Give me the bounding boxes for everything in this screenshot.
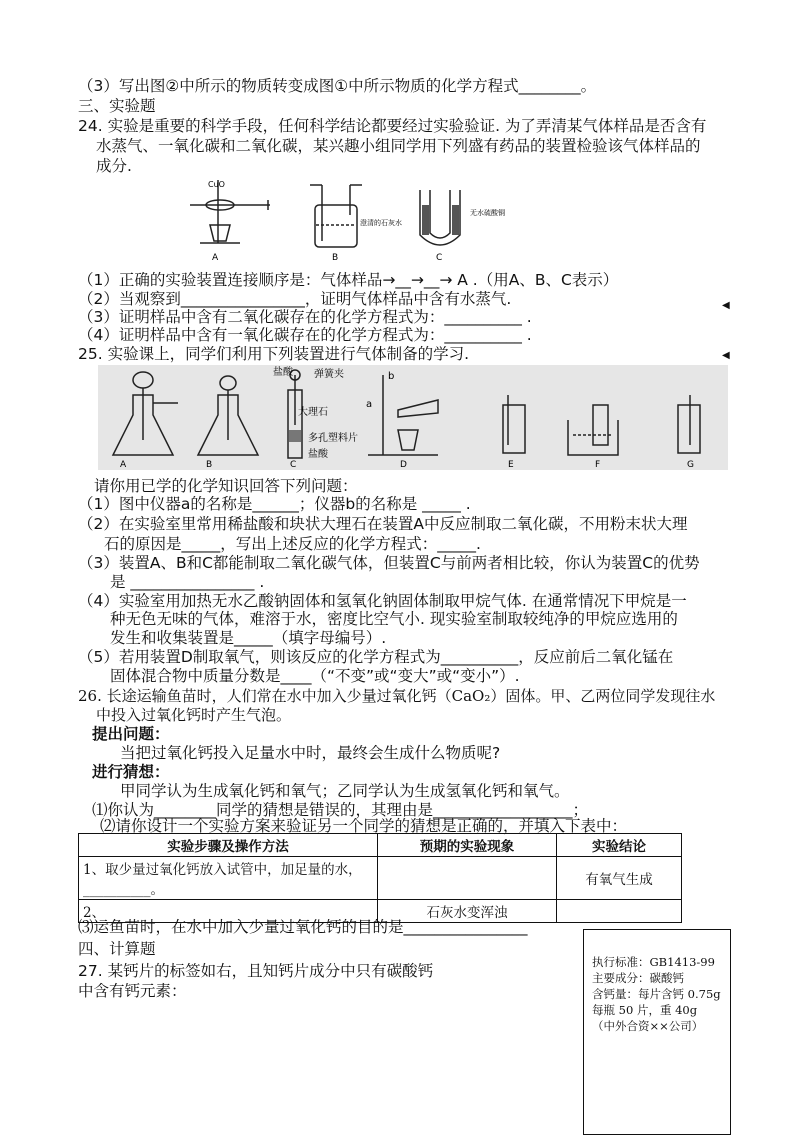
fig2-label-g: G xyxy=(687,460,694,470)
instrument-b-label: b xyxy=(388,371,395,382)
q24-part4: （4）证明样品中含有一氧化碳存在的化学方程式为：__________ . xyxy=(78,326,532,344)
label-ingredient: 主要成分：碳酸钙 xyxy=(592,971,684,985)
q25-stem: 25. 实验课上，同学们利用下列装置进行气体制备的学习. xyxy=(78,345,470,363)
q24-part1: （1）正确的实验装置连接顺序是：气体样品→__→__→ A .（用A、B、C表示） xyxy=(78,271,619,289)
label-bottle-info: 每瓶 50 片，重 40g xyxy=(592,1003,698,1017)
q26-stem-line1: 26. 长途运输鱼苗时，人们常在水中加入少量过氧化钙（CaO₂）固体。甲、乙两位同学发现往水 xyxy=(78,687,716,705)
table-cell: 有氧气生成 xyxy=(557,857,682,900)
q25-part3-line2: 是 ________________ . xyxy=(110,573,265,591)
q25-intro: 请你用已学的化学知识回答下列问题： xyxy=(94,477,358,495)
label-standard: 执行标准：GB1413-99 xyxy=(592,955,715,969)
q26-part2: ⑵请你设计一个实验方案来验证另一个同学的猜想是正确的，并填入下表中： xyxy=(100,817,628,835)
fig1-label-b: B xyxy=(332,253,339,263)
q24-stem-line3: 成分. xyxy=(96,157,132,175)
q25-part2-line1: （2）在实验室里常用稀盐酸和块状大理石在装置A中反应制取二氧化碳，不用粉末状大理 xyxy=(78,515,688,533)
table-header: 预期的实验现象 xyxy=(378,834,557,857)
marble-label: 大理石 xyxy=(298,407,328,418)
fig2-label-c: C xyxy=(290,460,297,470)
table-header: 实验步骤及操作方法 xyxy=(79,834,378,857)
section-4-heading: 四、计算题 xyxy=(78,940,156,958)
q25-part3-line1: （3）装置A、B和C都能制取二氧化碳气体，但装置C与前两者相比较，你认为装置C的优势 xyxy=(78,554,700,572)
hcl-bottom-label: 盐酸 xyxy=(308,449,328,460)
q25-part5-line1: （5）若用装置D制取氧气，则该反应的化学方程式为__________，反应前后二氧化锰在 xyxy=(78,648,674,666)
q24-part3: （3）证明样品中含有二氧化碳存在的化学方程式为：__________ . xyxy=(78,308,532,326)
table-cell xyxy=(378,857,557,900)
fig2-label-e: E xyxy=(508,460,514,470)
q24-stem-line1: 24. 实验是重要的科学手段，任何科学结论都要经过实验验证. 为了弄清某气体样品是否含有 xyxy=(78,117,707,135)
cuo-label: CuO xyxy=(208,180,225,189)
q24-stem-line2: 水蒸气、一氧化碳和二氧化碳，某兴趣小组同学用下列盛有药品的装置检验该气体样品的 xyxy=(96,137,701,155)
experiment-table xyxy=(78,833,682,923)
limewater-label: 澄清的石灰水 xyxy=(360,219,402,227)
fig2-label-f: F xyxy=(595,460,601,470)
instrument-a-label: a xyxy=(366,399,373,410)
q26-heading-hypothesis: 进行猜想： xyxy=(92,763,170,781)
fig2-label-a: A xyxy=(120,460,127,470)
figure-apparatus-a-to-g xyxy=(98,365,728,470)
q25-part1: （1）图中仪器a的名称是______；仪器b的名称是 _____ . xyxy=(78,495,471,513)
table-cell: 1、取少量过氧化钙放入试管中，加足量的水，__________。 xyxy=(79,857,378,900)
table-row xyxy=(79,857,682,900)
table-cell xyxy=(557,900,682,923)
table-header: 实验结论 xyxy=(557,834,682,857)
q26-part3: ⑶运鱼苗时，在水中加入少量过氧化钙的目的是________________ xyxy=(78,918,528,936)
fig1-label-c: C xyxy=(436,253,443,263)
q25-part4-line1: （4）实验室用加热无水乙酸钠固体和氢氧化钠固体制取甲烷气体. 在通常情况下甲烷是一 xyxy=(78,592,687,610)
section-3-heading: 三、实验题 xyxy=(78,97,156,115)
q26-stem-line2: 中投入过氧化钙时产生气泡。 xyxy=(96,706,292,724)
q25-part4-line3: 发生和收集装置是_____（填字母编号）. xyxy=(110,629,387,647)
table-cell: 2、 xyxy=(79,900,378,923)
q26-heading-question: 提出问题： xyxy=(92,725,170,743)
q25-part4-line2: 种无色无味的气体，难溶于水，密度比空气小. 现实验室制取较纯净的甲烷应选用的 xyxy=(110,610,678,628)
q26-question-text: 当把过氧化钙投入足量水中时，最终会生成什么物质呢? xyxy=(120,744,501,762)
table-cell: 石灰水变浑浊 xyxy=(378,900,557,923)
margin-triangle: ◀ xyxy=(722,300,730,311)
margin-triangle: ◀ xyxy=(722,350,730,361)
q27-stem-line2: 中含有钙元素： xyxy=(78,982,187,1000)
clip-label: 弹簧夹 xyxy=(314,369,344,380)
fig2-label-b: B xyxy=(206,460,213,470)
q25-part5-line2: 固体混合物中质量分数是____（“不变”或“变大”或“变小”）. xyxy=(110,667,520,685)
fig2-label-d: D xyxy=(400,460,407,470)
table-header-row xyxy=(79,834,682,857)
q23-part3: （3）写出图②中所示的物质转变成图①中所示物质的化学方程式________。 xyxy=(78,77,597,95)
hcl-top-label: 盐酸 xyxy=(273,367,293,378)
q24-part2: （2）当观察到________________，证明气体样品中含有水蒸气. xyxy=(78,290,512,308)
q26-part1: ⑴你认为________同学的猜想是错误的，其理由是__________________； xyxy=(92,801,589,819)
q26-hypothesis-text: 甲同学认为生成氧化钙和氧气；乙同学认为生成氢氧化钙和氧气。 xyxy=(120,782,570,800)
porous-plate-label: 多孔塑料片 xyxy=(308,433,358,444)
label-company: （中外合资××公司） xyxy=(592,1019,704,1033)
label-calcium-content: 含钙量：每片含钙 0.75g xyxy=(592,987,721,1001)
q27-stem-line1: 27. 某钙片的标签如右，且知钙片成分中只有碳酸钙 xyxy=(78,962,434,980)
q25-part2-line2: 石的原因是_____，写出上述反应的化学方程式：_____. xyxy=(104,535,481,553)
calcium-tablet-label xyxy=(583,929,731,1135)
anhydrous-cuso4-label: 无水硫酸铜 xyxy=(470,209,505,217)
fig1-label-a: A xyxy=(212,253,219,263)
figure-apparatus-abc xyxy=(180,175,560,265)
